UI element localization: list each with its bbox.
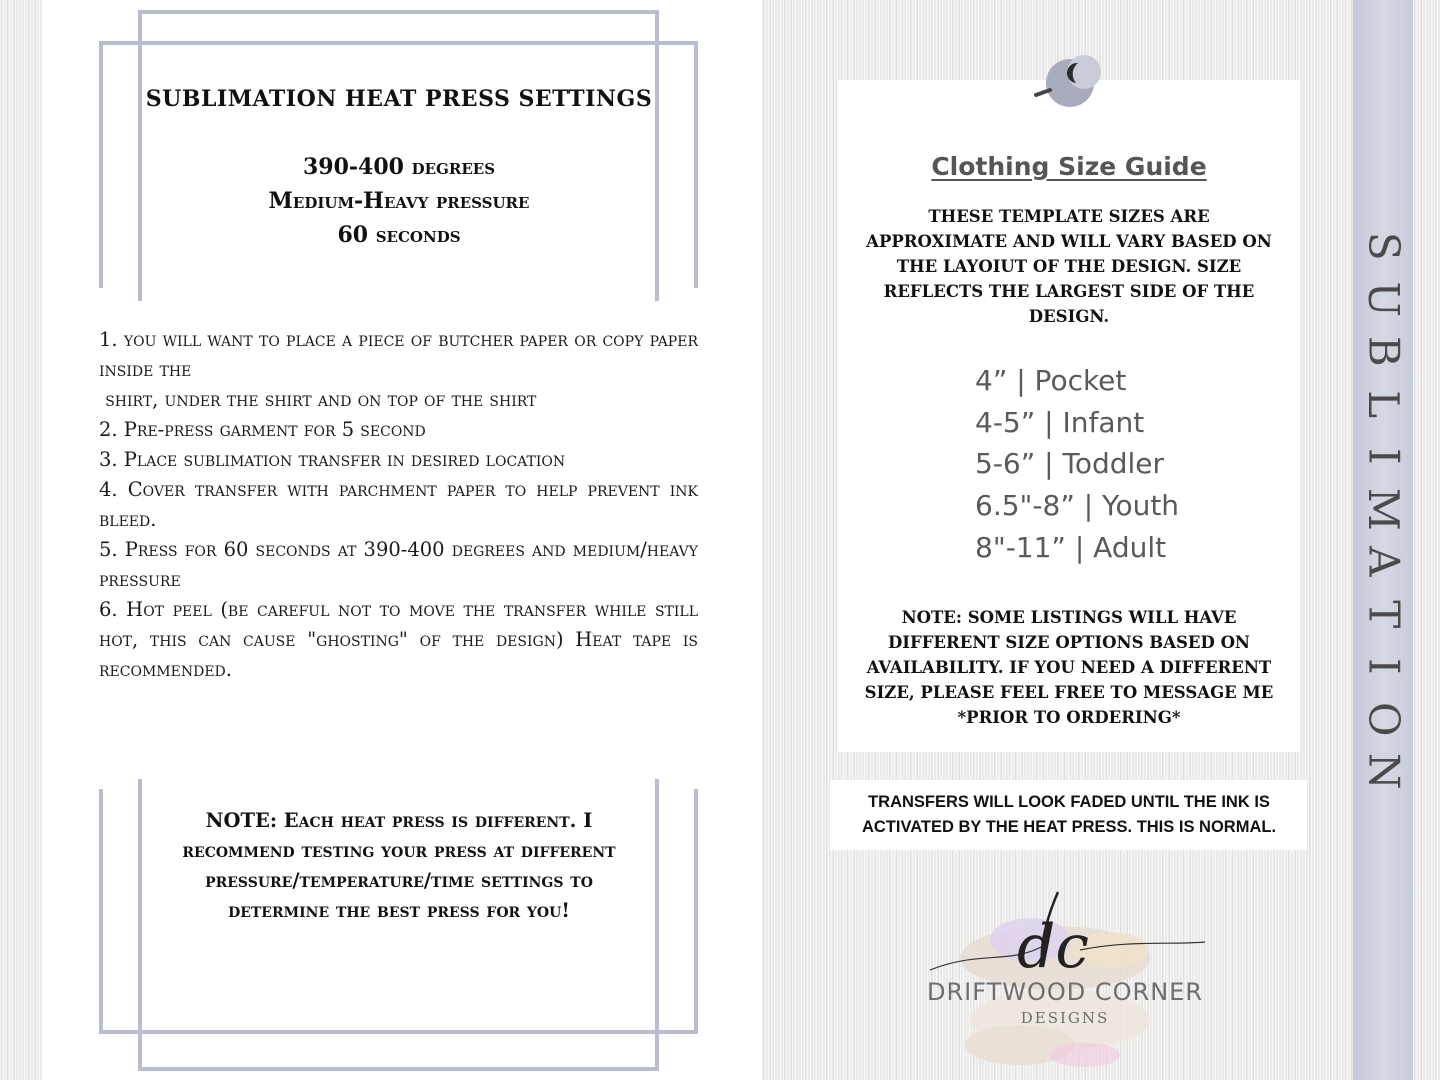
- settings-temperature: 390-400 degrees: [302, 154, 496, 180]
- size-list: [975, 360, 1275, 569]
- side-letter: L: [1359, 389, 1409, 418]
- step-item: 4. Cover transfer with parchment paper to help prevent ink bleed.: [99, 478, 698, 531]
- settings-pressure: Medium-Heavy pressure: [268, 188, 530, 214]
- logo-monogram: dc: [1016, 912, 1090, 982]
- frame-line: [138, 779, 142, 1071]
- side-letter: O: [1359, 701, 1409, 736]
- size-guide-note: NOTE: SOME LISTINGS WILL HAVE DIFFERENT SIZE OPTIONS BASED ON AVAILABILITY. IF YOU NEED A DIFFERENT SIZE, PLEASE FEEL FREE TO MESSAGE ME *PRIOR TO ORDERING*: [864, 608, 1274, 727]
- size-pocket: 4” | Pocket: [975, 364, 1127, 397]
- step-item: 3. Place sublimation transfer in desired location: [99, 448, 566, 471]
- frame-line: [99, 1030, 698, 1034]
- settings-title: SUBLIMATION HEAT PRESS SETTINGS: [145, 86, 653, 112]
- side-letter: I: [1359, 447, 1409, 465]
- size-guide-intro: THESE TEMPLATE SIZES ARE APPROXIMATE AND WILL VARY BASED ON THE LAYOIUT OF THE DESIGN. SIZE REFLECTS THE LARGEST SIDE OF THE DESIGN.: [866, 207, 1272, 326]
- size-guide-title: Clothing Size Guide: [931, 152, 1207, 181]
- size-youth: 6.5"-8” | Youth: [975, 489, 1180, 523]
- side-letter: I: [1359, 657, 1409, 675]
- logo-name: DRIFTWOOD CORNER: [926, 978, 1203, 1006]
- side-letter: M: [1359, 487, 1409, 531]
- transfer-note: TRANSFERS WILL LOOK FADED UNTIL THE INK IS ACTIVATED BY THE HEAT PRESS. THIS IS NORMAL.: [861, 793, 1277, 836]
- frame-line: [138, 10, 659, 14]
- side-letter: T: [1359, 599, 1409, 628]
- heat-press-note: NOTE: Each heat press is different. I recommend testing your press at different pressure/temperature/time settings to determine the best press for you!: [182, 809, 616, 922]
- frame-line: [694, 789, 698, 1033]
- frame-line: [99, 41, 698, 45]
- pushpin-icon: [1032, 50, 1112, 120]
- size-toddler: 5-6” | Toddler: [975, 447, 1165, 481]
- size-adult: 8"-11” | Adult: [975, 530, 1167, 564]
- settings-time: 60 seconds: [337, 222, 461, 248]
- size-infant: 4-5” | Infant: [975, 405, 1145, 439]
- step-item: 2. Pre-press garment for 5 second: [99, 418, 426, 441]
- side-letter: B: [1359, 335, 1409, 367]
- side-letter: A: [1359, 546, 1409, 577]
- driftwood-corner-logo: [900, 870, 1230, 1075]
- side-letter: N: [1359, 752, 1409, 790]
- frame-line: [99, 789, 103, 1033]
- step-item: 1. you will want to place a piece of butcher paper or copy paper inside the: [99, 328, 698, 381]
- step-item: 6. Hot peel (be careful not to move the transfer while still hot, this can cause "ghosting" of the design) Heat tape is recommended.: [99, 598, 698, 681]
- frame-line: [655, 779, 659, 1071]
- side-letter: U: [1359, 281, 1409, 317]
- frame-line: [138, 1067, 659, 1071]
- instruction-steps: [99, 325, 698, 685]
- step-item: 5. Press for 60 seconds at 390-400 degrees and medium/heavy pressure: [99, 538, 698, 591]
- side-label: [1348, 220, 1418, 798]
- logo-subtitle: DESIGNS: [1020, 1009, 1110, 1027]
- step-item: shirt, under the shirt and on top of the shirt: [99, 388, 537, 411]
- side-letter: S: [1359, 231, 1409, 261]
